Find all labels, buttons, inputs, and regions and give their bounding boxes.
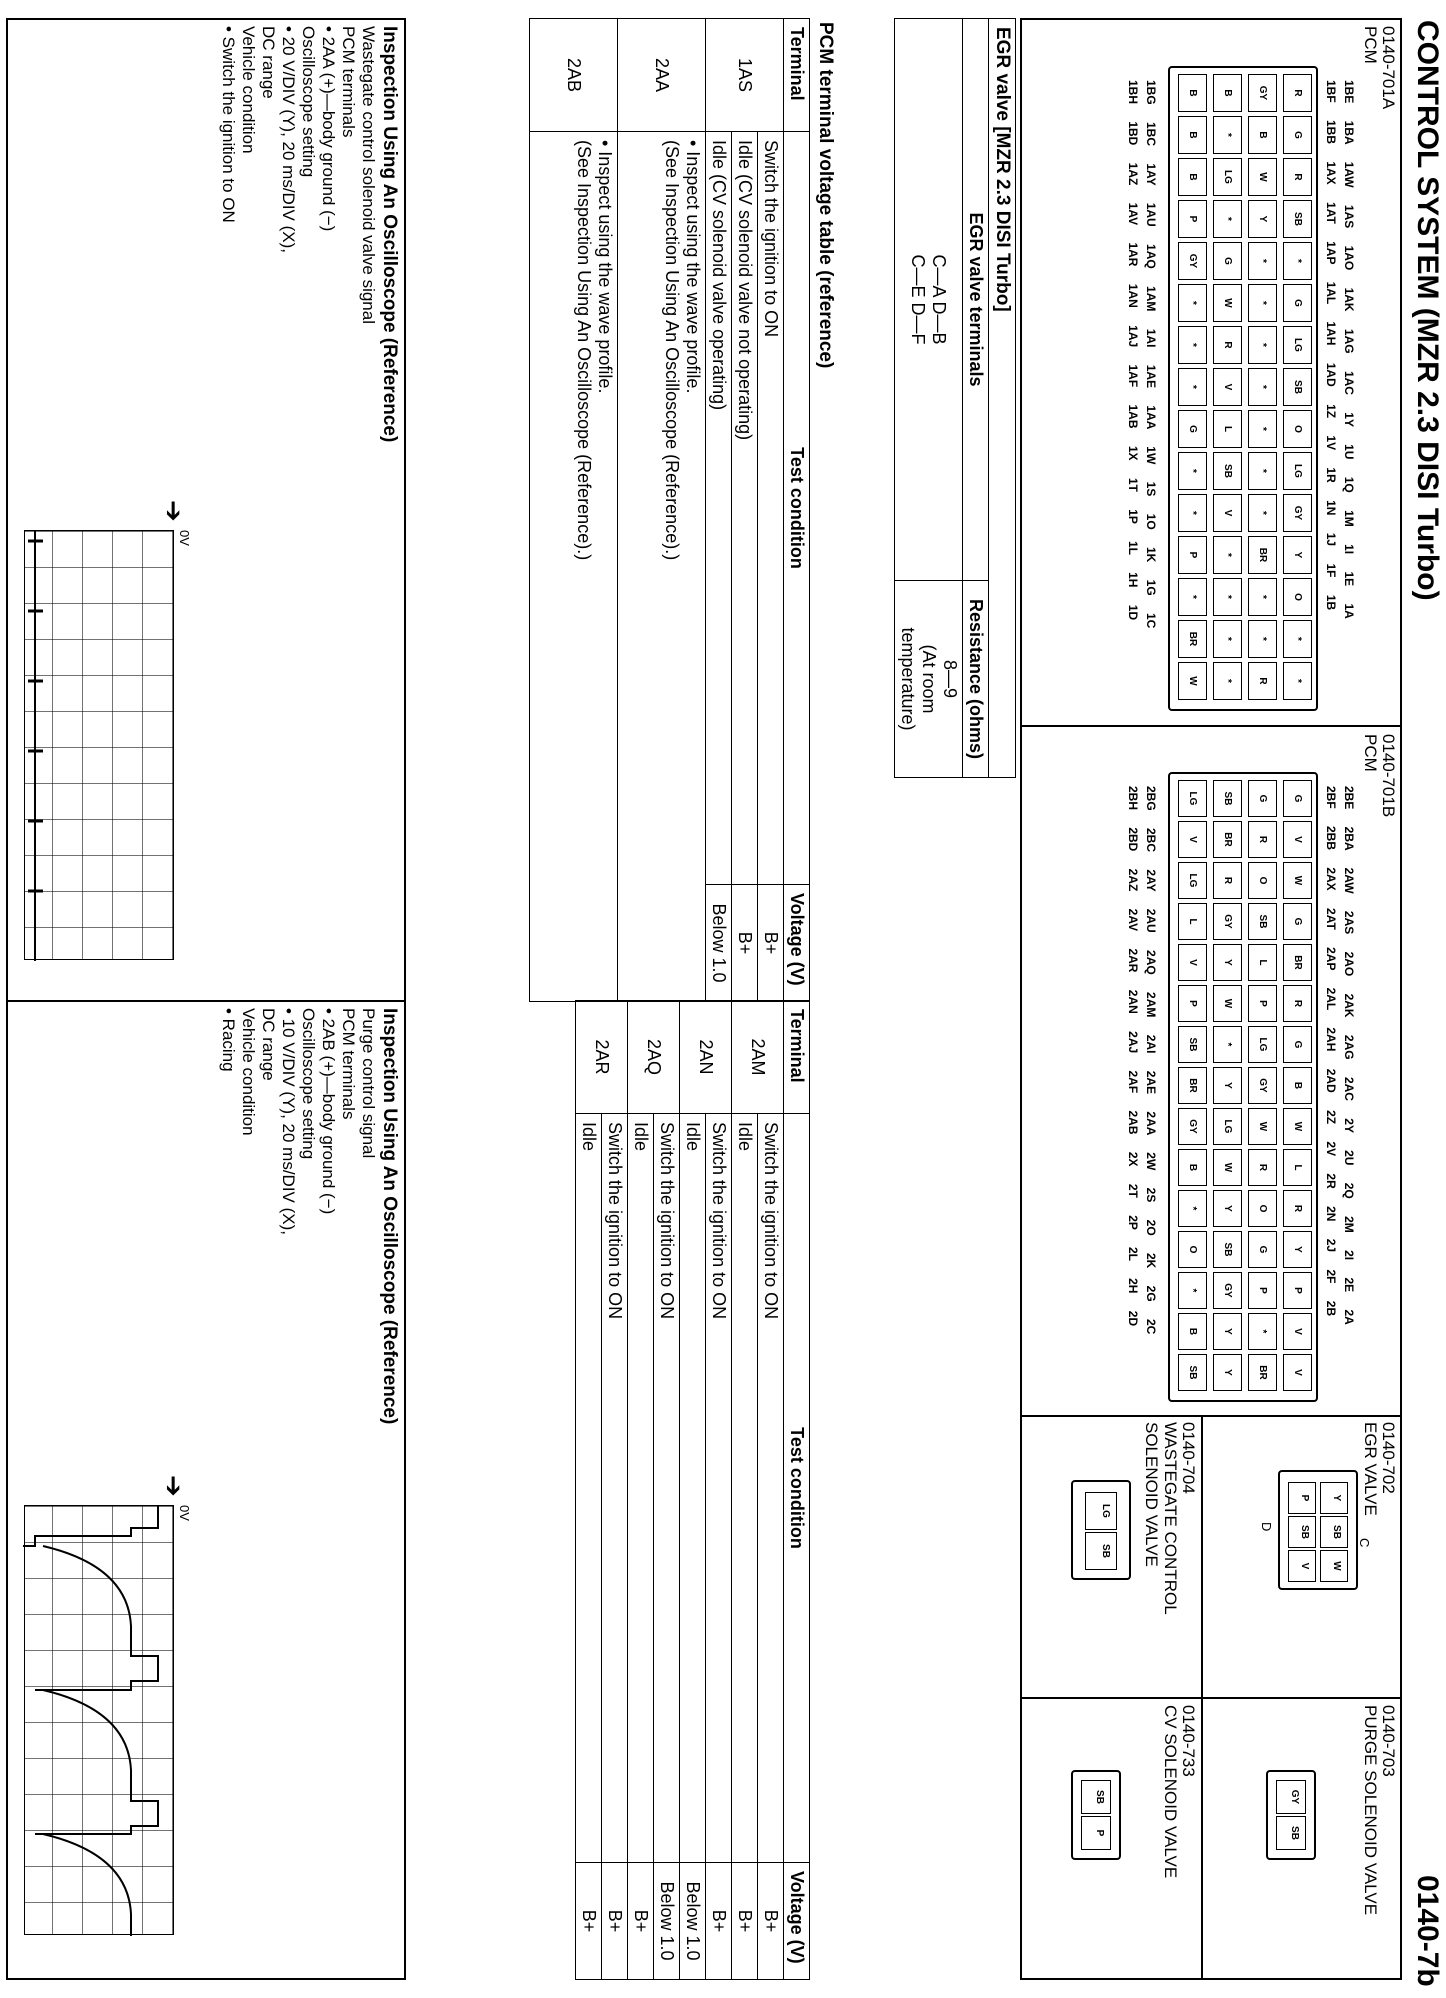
terminal-cell: SB <box>1283 368 1312 406</box>
terminal-cell: Y <box>1248 200 1277 238</box>
cv-connector-name: CV SOLENOID VALVE <box>1161 1705 1180 1879</box>
terminal-cell: R <box>1283 158 1312 196</box>
terminal-cell: W <box>1213 985 1242 1022</box>
terminal-cell: LG <box>1213 158 1242 196</box>
terminal-cell: 1AS <box>706 19 784 132</box>
terminal-cell: SB <box>1081 1780 1111 1814</box>
page-code: 0140-7b <box>1411 1875 1444 1987</box>
scope-left-signal: Wastegate control solenoid valve signal <box>359 26 378 324</box>
terminal-cell: 2AA <box>618 19 706 132</box>
terminal-cell: * <box>1178 368 1207 406</box>
terminal-cell: L <box>1248 944 1277 981</box>
scope-right-vehicle: • Racing <box>219 1008 238 1072</box>
terminal-cell: O <box>1248 862 1277 899</box>
scope-left-text <box>218 26 400 986</box>
terminal-cell: SB <box>1248 903 1277 940</box>
condition-cell: Idle <box>680 1114 706 1863</box>
terminal-cell: 2AQ <box>628 1001 680 1114</box>
egr-resistance-value: 8—9 <box>940 659 960 699</box>
pcm-a-code: 0140-701A <box>1379 26 1398 110</box>
terminal-cell: * <box>1178 494 1207 532</box>
condition-cell <box>530 132 618 1002</box>
terminal-cell: B <box>1283 1067 1312 1104</box>
voltage-cell: B+ <box>602 1863 628 1980</box>
terminal-cell: LG <box>1283 452 1312 490</box>
terminal-cell: O <box>1178 1231 1207 1268</box>
scope-right-text <box>218 1008 400 1968</box>
voltage-cell: Below 1.0 <box>680 1863 706 1980</box>
terminal-cell: * <box>1213 662 1242 700</box>
scope-left-title: Inspection Using An Oscilloscope (Reference) <box>379 26 400 443</box>
terminal-cell: P <box>1248 985 1277 1022</box>
scope-left-terminals-label: PCM terminals <box>339 26 358 138</box>
purge-connector <box>1266 1770 1316 1860</box>
terminal-cell: L <box>1283 1149 1312 1186</box>
egr-resistance-note: (At room <box>919 644 939 714</box>
scope-right-title: Inspection Using An Oscilloscope (Reference) <box>379 1008 400 1425</box>
terminal-cell: SB <box>1178 1354 1207 1391</box>
arrow-right-icon: ➔ <box>159 1475 189 1497</box>
terminal-cell: * <box>1178 1272 1207 1309</box>
terminal-cell: * <box>1213 1026 1242 1063</box>
voltage-cell: B+ <box>732 1863 758 1980</box>
pcm-b-name: PCM <box>1361 734 1380 772</box>
terminal-cell: B <box>1178 116 1207 154</box>
wastegate-connector-name: WASTEGATE CONTROL SOLENOID VALVE <box>1142 1422 1180 1615</box>
cv-connector-code: 0140-733 <box>1179 1705 1198 1777</box>
terminal-cell: BR <box>1248 536 1277 574</box>
terminal-cell: * <box>1213 620 1242 658</box>
terminal-cell: V <box>1178 821 1207 858</box>
terminal-cell: * <box>1248 578 1277 616</box>
egr-terminals-line: C—A D—B <box>929 254 950 345</box>
terminal-cell: G <box>1178 410 1207 448</box>
terminal-cell: * <box>1283 620 1312 658</box>
terminal-cell: O <box>1283 578 1312 616</box>
terminal-cell: W <box>1283 1108 1312 1145</box>
pin-row: 1BH 1BD 1AZ 1AV 1AR 1AN 1AJ 1AF 1AB 1X 1T 1P 1L 1H 1D <box>1126 80 1140 621</box>
scope-right-setting-cont: DC range <box>259 1008 278 1081</box>
terminal-cell: R <box>1283 1190 1312 1227</box>
terminal-cell: P <box>1283 1272 1312 1309</box>
terminal-cell: B <box>1248 116 1277 154</box>
pin-row: 2BE 2BA 2AW 2AS 2AO 2AK 2AG 2AC 2Y 2U 2Q 2M 2I 2E 2A <box>1342 786 1356 1325</box>
pin-row: 1BF 1BB 1AX 1AT 1AP 1AL 1AH 1AD 1Z 1V 1R 1N 1J 1F 1B <box>1324 80 1338 611</box>
terminal-cell: R <box>1248 821 1277 858</box>
terminal-cell: * <box>1248 452 1277 490</box>
terminal-cell: Y <box>1213 944 1242 981</box>
terminal-cell: * <box>1248 410 1277 448</box>
terminal-cell: Y <box>1283 1231 1312 1268</box>
terminal-cell: R <box>1213 326 1242 364</box>
voltage-cell: B+ <box>706 1863 732 1980</box>
terminal-cell: G <box>1283 903 1312 940</box>
pin-row: 2BF 2BB 2AX 2AT 2AP 2AL 2AH 2AD 2Z 2V 2R 2N 2J 2F 2B <box>1324 786 1338 1317</box>
terminal-cell: * <box>1213 536 1242 574</box>
terminal-cell: * <box>1213 578 1242 616</box>
terminal-cell: * <box>1248 368 1277 406</box>
terminal-cell: B <box>1178 1313 1207 1350</box>
condition-cell: Switch the ignition to ON <box>758 1114 784 1863</box>
terminal-cell: * <box>1248 326 1277 364</box>
egr-connector-name: EGR VALVE <box>1361 1422 1380 1516</box>
terminal-cell: L <box>1213 410 1242 448</box>
col-condition: Test condition <box>784 132 810 885</box>
divider <box>1020 725 1402 727</box>
terminal-cell: * <box>1248 284 1277 322</box>
terminal-cell: V <box>1283 821 1312 858</box>
terminal-cell: V <box>1283 1354 1312 1391</box>
terminal-cell: G <box>1213 242 1242 280</box>
scope-right-zero-label: 0V <box>177 1505 192 1521</box>
condition-cell: Switch the ignition to ON <box>706 1114 732 1863</box>
terminal-cell: V <box>1288 1550 1316 1582</box>
terminal-cell: * <box>1178 326 1207 364</box>
egr-resistance-note: temperature) <box>898 627 918 731</box>
scope-left-zero-label: 0V <box>177 530 192 546</box>
voltage-table-left <box>529 18 810 1002</box>
pcm-a-name: PCM <box>1361 26 1380 64</box>
terminal-cell: * <box>1283 662 1312 700</box>
pcm-b-code: 0140-701B <box>1379 734 1398 818</box>
voltage-cell: Below 1.0 <box>654 1863 680 1980</box>
arrow-right-icon: ➔ <box>159 500 189 522</box>
terminal-cell: R <box>1283 985 1312 1022</box>
terminal-cell: G <box>1248 1231 1277 1268</box>
voltage-cell: B+ <box>576 1863 602 1980</box>
terminal-cell: Y <box>1320 1482 1348 1514</box>
terminal-cell: LG <box>1178 862 1207 899</box>
terminal-cell: W <box>1283 862 1312 899</box>
terminal-cell: SB <box>1178 1026 1207 1063</box>
egr-connector <box>1278 1470 1358 1590</box>
col-condition: Test condition <box>784 1114 810 1863</box>
page-title: CONTROL SYSTEM (MZR 2.3 DISI Turbo) <box>1411 20 1444 601</box>
terminal-cell: W <box>1178 662 1207 700</box>
terminal-cell: * <box>1213 116 1242 154</box>
scope-left-setting: • 20 V/DIV (Y), 20 ms/DIV (X), <box>279 26 298 254</box>
terminal-cell: R <box>1248 1149 1277 1186</box>
terminal-cell: GY <box>1248 1067 1277 1104</box>
terminal-cell: G <box>1283 284 1312 322</box>
terminal-cell: R <box>1213 862 1242 899</box>
terminal-cell: BR <box>1213 821 1242 858</box>
terminal-cell: O <box>1283 410 1312 448</box>
terminal-cell: V <box>1178 944 1207 981</box>
cv-connector <box>1071 1770 1121 1860</box>
scope-left-vehicle: • Switch the ignition to ON <box>219 26 238 223</box>
scope-right-terminals-label: PCM terminals <box>339 1008 358 1120</box>
terminal-cell: SB <box>1283 200 1312 238</box>
voltage-cell: B+ <box>758 885 784 1002</box>
terminal-cell: GY <box>1213 1272 1242 1309</box>
scope-right-signal: Purge control signal <box>359 1008 378 1159</box>
terminal-cell: SB <box>1085 1532 1117 1570</box>
terminal-cell: * <box>1248 494 1277 532</box>
voltage-cell: B+ <box>758 1863 784 1980</box>
wastegate-connector <box>1071 1480 1131 1580</box>
terminal-cell: 2AN <box>680 1001 732 1114</box>
scope-left-display <box>24 530 174 960</box>
terminal-cell: W <box>1213 1149 1242 1186</box>
scope-left-trace <box>23 531 173 961</box>
terminal-cell: * <box>1178 452 1207 490</box>
scope-right-display <box>24 1505 174 1935</box>
scope-right-terminals: • 2AB (+)—body ground (−) <box>319 1008 338 1215</box>
terminal-cell: 2AR <box>576 1001 628 1114</box>
col-voltage: Voltage (V) <box>784 1863 810 1980</box>
voltage-cell: B+ <box>628 1863 654 1980</box>
terminal-cell: R <box>1283 74 1312 112</box>
terminal-cell: BR <box>1178 1067 1207 1104</box>
terminal-cell: P <box>1178 536 1207 574</box>
col-terminal: Terminal <box>784 19 810 132</box>
terminal-cell: GY <box>1283 494 1312 532</box>
terminal-cell: SB <box>1276 1816 1306 1850</box>
terminal-cell: * <box>1248 242 1277 280</box>
terminal-cell: G <box>1283 1026 1312 1063</box>
terminal-cell: L <box>1178 903 1207 940</box>
terminal-cell: Y <box>1213 1067 1242 1104</box>
terminal-cell: LG <box>1248 1026 1277 1063</box>
pin-row: 2BH 2BD 2AZ 2AV 2AR 2AN 2AJ 2AF 2AB 2X 2T 2P 2L 2H 2D <box>1126 786 1140 1327</box>
egr-terminals-line: C—E D—F <box>908 254 929 345</box>
terminal-cell: 2AM <box>732 1001 784 1114</box>
terminal-cell: P <box>1288 1482 1316 1514</box>
condition-cell: Idle (CV solenoid valve not operating) <box>732 132 758 885</box>
terminal-cell: B <box>1178 158 1207 196</box>
condition-cell <box>618 132 706 1002</box>
voltage-table-title: PCM terminal voltage table (reference) <box>815 22 836 369</box>
terminal-cell: BR <box>1178 620 1207 658</box>
divider <box>1020 1415 1402 1417</box>
terminal-cell: SB <box>1213 1231 1242 1268</box>
terminal-cell: O <box>1248 1190 1277 1227</box>
terminal-cell: * <box>1248 620 1277 658</box>
pin-row: 1BE 1BA 1AW 1AS 1AO 1AK 1AG 1AC 1Y 1U 1Q 1M 1I 1E 1A <box>1342 80 1356 619</box>
scope-left-terminals: • 2AA (+)—body ground (−) <box>319 26 338 232</box>
terminal-cell: P <box>1248 1272 1277 1309</box>
egr-mark-c: C <box>1357 1538 1372 1548</box>
terminal-cell: SB <box>1288 1516 1316 1548</box>
egr-terminals-cell <box>895 19 963 581</box>
terminal-cell: * <box>1213 200 1242 238</box>
col-voltage: Voltage (V) <box>784 885 810 1002</box>
terminal-cell: LG <box>1213 1108 1242 1145</box>
condition-line: (See Inspection Using An Oscilloscope (Reference).) <box>662 140 682 561</box>
condition-cell: Idle <box>628 1114 654 1863</box>
egr-connector-code: 0140-702 <box>1379 1422 1398 1494</box>
terminal-cell: G <box>1283 780 1312 817</box>
terminal-cell: R <box>1248 662 1277 700</box>
terminal-cell: GY <box>1248 74 1277 112</box>
terminal-cell: W <box>1248 158 1277 196</box>
egr-resistance-table <box>894 18 1016 778</box>
condition-line: • Inspect using the wave profile. <box>683 140 703 394</box>
condition-cell: Idle (CV solenoid valve operating) <box>706 132 732 885</box>
terminal-cell: LG <box>1178 780 1207 817</box>
terminal-cell: GY <box>1178 1108 1207 1145</box>
terminal-cell: SB <box>1213 452 1242 490</box>
terminal-cell: W <box>1248 1108 1277 1145</box>
terminal-cell: Y <box>1213 1313 1242 1350</box>
terminal-cell: P <box>1081 1816 1111 1850</box>
terminal-cell: P <box>1178 985 1207 1022</box>
purge-connector-name: PURGE SOLENOID VALVE <box>1361 1705 1380 1916</box>
voltage-cell: Below 1.0 <box>706 885 732 1002</box>
terminal-cell: P <box>1178 200 1207 238</box>
terminal-cell: SB <box>1320 1516 1348 1548</box>
pin-row: 2BG 2BC 2AY 2AU 2AQ 2AM 2AI 2AE 2AA 2W 2S 2O 2K 2G 2C <box>1144 786 1158 1335</box>
scope-right-setting-label: Oscilloscope setting <box>299 1008 318 1160</box>
scope-left-vehicle-label: Vehicle condition <box>239 26 258 154</box>
condition-cell: Switch the ignition to ON <box>758 132 784 885</box>
terminal-cell: * <box>1248 1313 1277 1350</box>
pin-row: 1BG 1BC 1AY 1AU 1AQ 1AM 1AI 1AE 1AA 1W 1S 1O 1K 1G 1C <box>1144 80 1158 629</box>
terminal-cell: Y <box>1213 1354 1242 1391</box>
col-terminal: Terminal <box>784 1001 810 1114</box>
condition-cell: Switch the ignition to ON <box>602 1114 628 1863</box>
scope-left-setting-cont: DC range <box>259 26 278 99</box>
condition-cell: Idle <box>732 1114 758 1863</box>
terminal-cell: BR <box>1283 944 1312 981</box>
egr-col-resistance: Resistance (ohms) <box>963 581 989 778</box>
terminal-cell: B <box>1178 1149 1207 1186</box>
voltage-table-right <box>575 1000 810 1980</box>
terminal-cell: G <box>1248 780 1277 817</box>
scope-right-trace <box>23 1506 173 1936</box>
condition-line: (See Inspection Using An Oscilloscope (Reference).) <box>574 140 594 561</box>
voltage-cell: B+ <box>732 885 758 1002</box>
egr-mark-d: D <box>1259 1522 1274 1532</box>
condition-cell: Idle <box>576 1114 602 1863</box>
pcm-a-connector <box>1168 66 1318 711</box>
terminal-cell: 2AB <box>530 19 618 132</box>
purge-connector-code: 0140-703 <box>1379 1705 1398 1777</box>
terminal-cell: GY <box>1178 242 1207 280</box>
terminal-cell: SB <box>1213 780 1242 817</box>
terminal-cell: LG <box>1085 1492 1117 1530</box>
terminal-cell: V <box>1213 494 1242 532</box>
scope-left-setting-label: Oscilloscope setting <box>299 26 318 178</box>
terminal-cell: * <box>1283 242 1312 280</box>
terminal-cell: * <box>1178 1190 1207 1227</box>
terminal-cell: W <box>1320 1550 1348 1582</box>
terminal-cell: B <box>1213 74 1242 112</box>
terminal-cell: GY <box>1213 903 1242 940</box>
terminal-cell: BR <box>1248 1354 1277 1391</box>
terminal-cell: B <box>1178 74 1207 112</box>
condition-line: • Inspect using the wave profile. <box>595 140 615 394</box>
terminal-cell: V <box>1213 368 1242 406</box>
egr-resistance-cell <box>895 581 963 778</box>
egr-col-terminals: EGR valve terminals <box>963 19 989 581</box>
egr-table-title: EGR valve [MZR 2.3 DISI Turbo] <box>989 19 1016 778</box>
wastegate-connector-code: 0140-704 <box>1179 1422 1198 1494</box>
terminal-cell: Y <box>1283 536 1312 574</box>
terminal-cell: * <box>1178 578 1207 616</box>
terminal-cell: G <box>1283 116 1312 154</box>
scope-right-setting: • 10 V/DIV (Y), 20 ms/DIV (X), <box>279 1008 298 1236</box>
terminal-cell: Y <box>1213 1190 1242 1227</box>
pcm-b-connector <box>1168 772 1318 1402</box>
terminal-cell: * <box>1178 284 1207 322</box>
divider <box>1020 1697 1402 1699</box>
terminal-cell: GY <box>1276 1780 1306 1814</box>
scope-right-vehicle-label: Vehicle condition <box>239 1008 258 1136</box>
divider <box>1201 1415 1203 1980</box>
terminal-cell: LG <box>1283 326 1312 364</box>
terminal-cell: V <box>1283 1313 1312 1350</box>
terminal-cell: W <box>1213 284 1242 322</box>
condition-cell: Switch the ignition to ON <box>654 1114 680 1863</box>
